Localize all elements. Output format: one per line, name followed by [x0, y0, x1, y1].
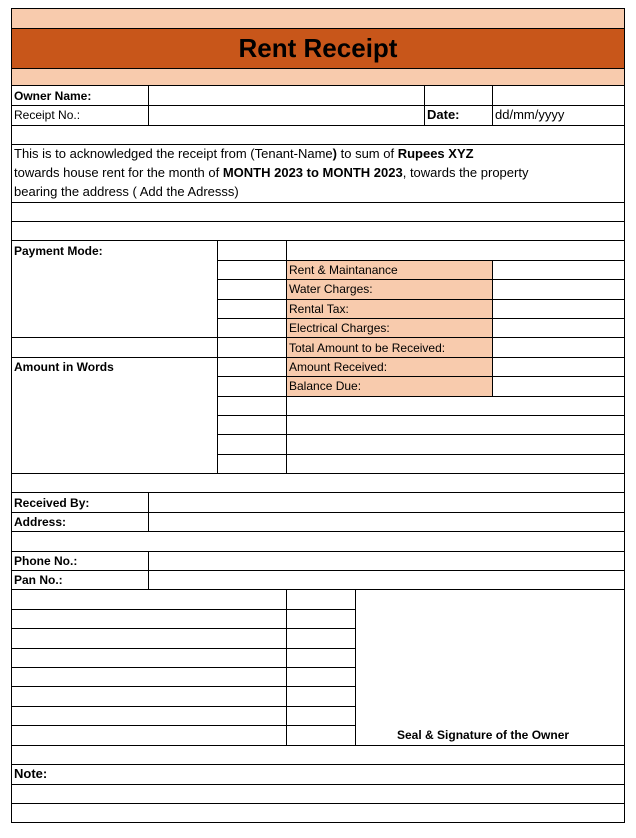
- charge-rental-tax: Rental Tax:: [289, 302, 349, 316]
- ack-line-2-prefix: towards house rent for the month of: [14, 165, 223, 180]
- rent-receipt-sheet: [11, 8, 625, 823]
- note-label: Note:: [14, 766, 48, 781]
- ack-line-2: [14, 165, 528, 181]
- phone-label: Phone No.:: [14, 554, 78, 568]
- ack-line-2-months: MONTH 2023 to MONTH 2023: [222, 165, 403, 180]
- phone-field[interactable]: [149, 552, 625, 570]
- ack-line-1-amount: Rupees XYZ: [397, 146, 474, 161]
- receipt-no-label: Receipt No.:: [14, 108, 81, 122]
- address-label: Address:: [14, 515, 67, 529]
- received-by-field[interactable]: [149, 493, 625, 512]
- date-label: Date:: [427, 107, 460, 122]
- owner-name-label: Owner Name:: [14, 89, 92, 103]
- charge-water: Water Charges:: [289, 282, 373, 296]
- pan-field[interactable]: [149, 571, 625, 589]
- ack-line-1-paren: ): [332, 146, 337, 161]
- charge-total-to-receive: Total Amount to be Received:: [289, 341, 446, 355]
- charge-amount-received: Amount Received:: [289, 360, 388, 374]
- seal-signature-label: Seal & Signature of the Owner: [397, 728, 570, 742]
- receipt-no-field[interactable]: [149, 106, 424, 125]
- charge-electrical: Electrical Charges:: [289, 321, 390, 335]
- page-title: Rent Receipt: [238, 33, 398, 63]
- amount-in-words-label: Amount in Words: [14, 360, 114, 374]
- note-field[interactable]: [11, 785, 625, 822]
- ack-line-1-prefix: This is to acknowledged the receipt from (Tenant-Name: [14, 146, 333, 161]
- grid-lines: [11, 8, 625, 823]
- address-field[interactable]: [149, 513, 625, 531]
- pan-label: Pan No.:: [14, 573, 63, 587]
- charge-balance-due: Balance Due:: [289, 379, 362, 393]
- ack-line-1-mid: to sum of: [337, 146, 398, 161]
- ack-line-1: [14, 146, 474, 162]
- charge-rent-maintenance: Rent & Maintanance: [289, 263, 398, 277]
- owner-name-field[interactable]: [149, 86, 625, 105]
- received-by-label: Received By:: [14, 496, 90, 510]
- date-value[interactable]: dd/mm/yyyy: [495, 107, 565, 122]
- ack-line-3: bearing the address ( Add the Adresss): [14, 184, 239, 199]
- ack-line-2-suffix: , towards the property: [402, 165, 529, 180]
- payment-mode-label: Payment Mode:: [14, 244, 103, 258]
